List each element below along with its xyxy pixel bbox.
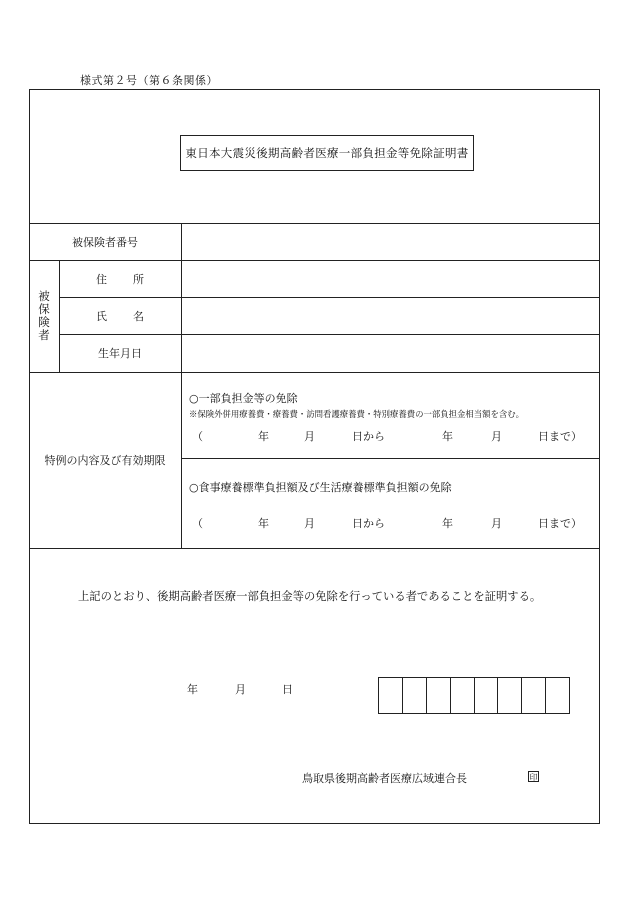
document-number-boxes [378,677,570,714]
number-box[interactable] [475,678,499,713]
period-start-month: 月 [304,430,315,443]
name-label [59,297,181,334]
address-field[interactable] [182,261,599,296]
exemption-item1-note: ※保険外併用療養費・療養費・訪問看護療養費・特別療養費の一部負担金相当額を含む。 [189,409,524,419]
insured-group-char: 者 [38,328,50,342]
insured-number-label: 被保険者番号 [72,235,138,249]
birthdate-field[interactable] [182,335,599,371]
date-day: 日 [282,683,293,696]
name-field[interactable] [182,298,599,333]
exemption-item1-title: ○一部負担金等の免除 [189,392,298,405]
period-start-year: 年 [258,517,269,530]
insured-number-field[interactable] [182,224,599,259]
date-year: 年 [187,683,198,696]
number-box[interactable] [546,678,569,713]
period-start-day: 日から [352,517,385,530]
period-end-day: 日まで） [538,517,582,530]
divider-exemption-items [181,458,600,459]
number-box[interactable] [498,678,522,713]
number-box[interactable] [379,678,403,713]
insured-group-char: 保 [38,302,50,316]
address-label-char: 所 [133,272,144,286]
period-end-month: 月 [491,430,502,443]
address-label-char: 住 [96,272,107,286]
number-box[interactable] [427,678,451,713]
period-open: （ [192,430,203,443]
number-box[interactable] [403,678,427,713]
insured-group-char: 被 [38,289,50,303]
period-end-month: 月 [491,517,502,530]
issuer-name: 鳥取県後期高齢者医療広域連合長 [302,772,467,785]
number-box[interactable] [522,678,546,713]
seal-mark: 印 [529,773,538,782]
exemption-item1-period [189,428,589,442]
form-number: 様式第２号（第６条関係） [80,74,218,87]
exemption-item2-title: ○食事療養標準負担額及び生活療養標準負担額の免除 [189,481,452,494]
number-box[interactable] [451,678,475,713]
period-end-year: 年 [442,430,453,443]
birthdate-label: 生年月日 [98,347,142,360]
exemption-section-label: 特例の内容及び有効期限 [44,454,166,467]
name-label-char: 氏 [96,309,107,323]
insured-group-label [29,260,59,372]
certification-date [187,681,297,695]
certificate-title: 東日本大震災後期高齢者医療一部負担金等免除証明書 [180,135,474,171]
exemption-item2-period [189,515,589,529]
insured-group-char: 険 [38,315,50,329]
period-start-day: 日から [352,430,385,443]
date-month: 月 [235,683,246,696]
period-start-year: 年 [258,430,269,443]
period-end-day: 日まで） [538,430,582,443]
period-end-year: 年 [442,517,453,530]
divider-exemption [29,548,600,549]
certification-statement: 上記のとおり、後期高齢者医療一部負担金等の免除を行っている者であることを証明する。 [78,590,542,603]
address-label [59,260,181,297]
period-start-month: 月 [304,517,315,530]
period-open: （ [192,517,203,530]
name-label-char: 名 [133,309,144,323]
